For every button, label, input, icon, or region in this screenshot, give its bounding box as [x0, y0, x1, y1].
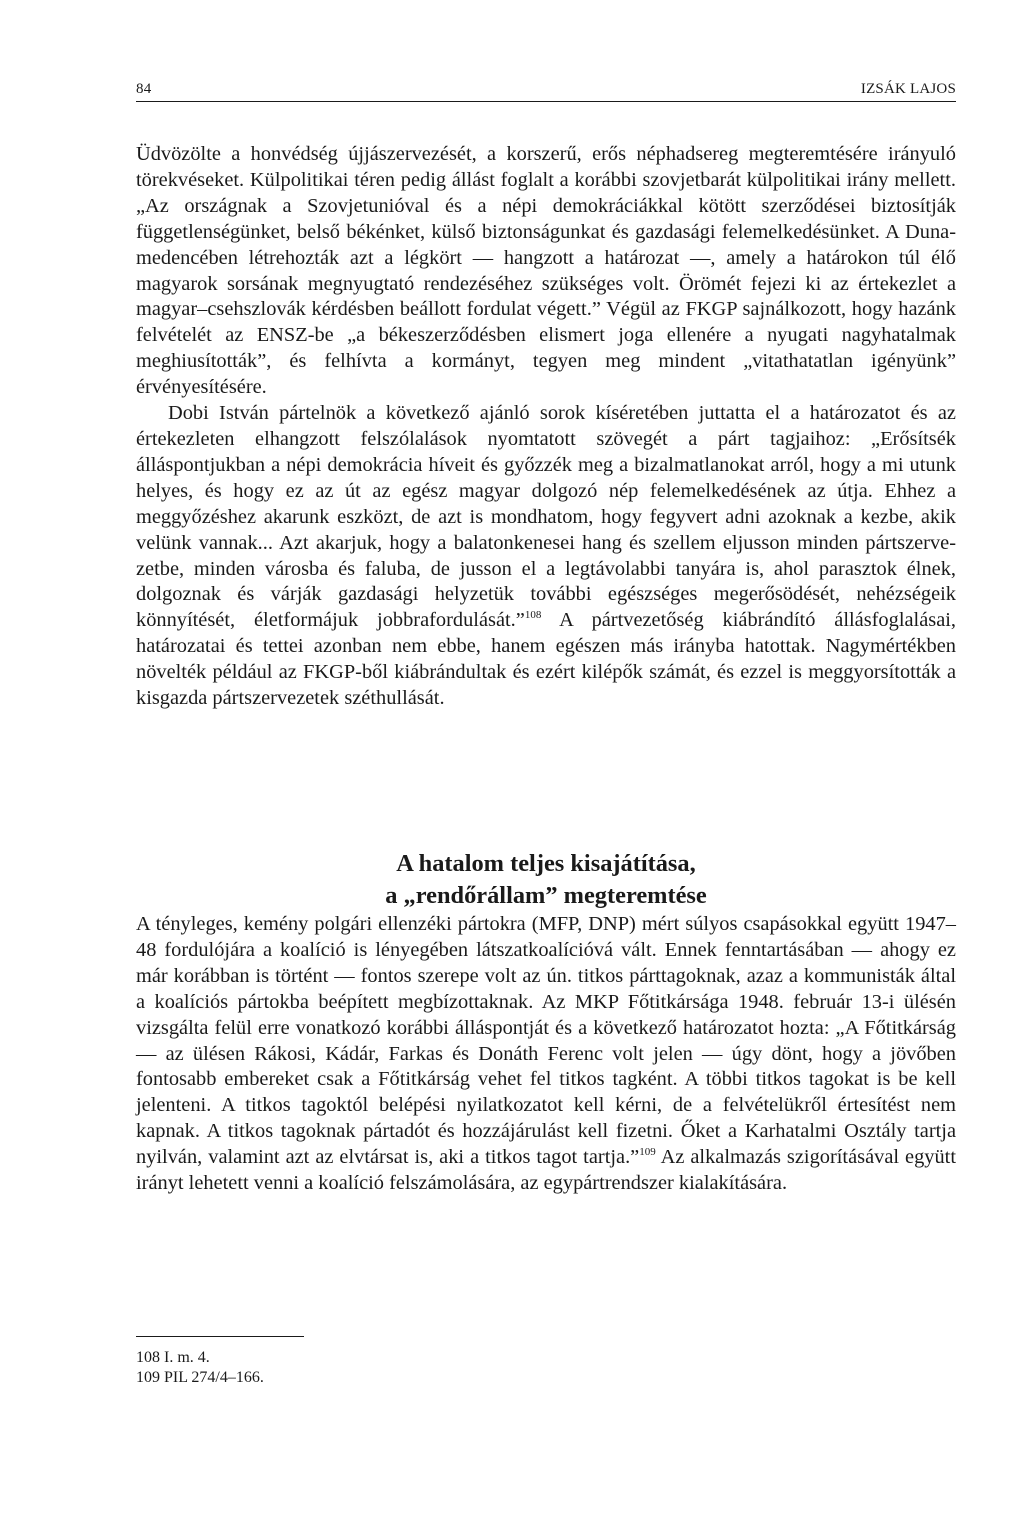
- section-one-text: [136, 142, 956, 712]
- footnote-ref-109[interactable]: 109: [639, 1146, 656, 1159]
- footnote-108: 108 I. m. 4.: [136, 1349, 210, 1366]
- paragraph: [136, 912, 956, 1197]
- running-title: IZSÁK LAJOS: [860, 81, 956, 97]
- footnote-109: 109 PIL 274/4–166.: [136, 1369, 264, 1386]
- running-header: [136, 74, 956, 98]
- paragraph-text: Dobi István pártelnök a következő ajánló sorok kíséretében juttatta el a határozatot és az értekezleten elhangzott felszólalások nyomtatott szövegét a párt tagjaihoz: „Erősítsék álláspontjukban a népi demokrácia híveit és győzzék meg a bizalmatlanokat arról, hogy a mi utunk helyes, és hogy ez az út az egész magyar dolgozó nép felemelkedésének az útja. Ehhez a meggyőzéshez akarunk eszközt, de azt is mondhatom, hogy fegyvert adni azoknak a kezbe, akik velünk vannak... Azt akarjuk, hogy a balatonkenesei hang és szellem eljusson minden pártszervezetbe, minden városba és faluba, de jusson el a legtávolabbi tanyára is, ahol parasztok élnek, dolgoznak és várják gazdasági helyzetük további egészséges megerősödését, nehézségeik könnyítését, életformájuk jobbrafordulását.”: [136, 402, 956, 632]
- paragraph-text: Az alkalmazás szigorításával együtt irányt lehetett venni a koalíció felszámolására, az egypártrendszer kialakítására.: [136, 1146, 956, 1195]
- section-two-text: [136, 912, 956, 1197]
- paragraph-text: A tényleges, kemény polgári ellenzéki pártokra (MFP, DNP) mért súlyos csapásokkal együtt 1947–48 fordulójára a koalíció is lényegében látszatkoalícióvá vált. Ennek fenntartásában — ahogy ez már korábban is történt — fontos szerepe volt az ún. titkos párttagoknak, azaz a kommunisták által a koalíciós pártokba beépített megbízottaknak. Az MKP Főtitkársága 1948. február 13-i ülésén vizsgálta felül erre vonatkozó korábbi álláspontját és a következő határozatot hozta: „A Főtitkárság — az ülésen Rákosi, Kádár, Farkas és Donáth Ferenc volt jelen — úgy dönt, hogy a jövőben fontosabb embereket csak a Főtitkárság vehet fel titkos tagként. A többi titkos tagokat is be kell jelenteni. A titkos tagoktól belépési nyilatkozatot kell kérni, de a felvételükről értesítést nem kapnak. A titkos tagoknak pártadót és hozzájárulást kell fizetni. Őket a Karhatalmi Osztály tartja nyilván, valamint azt az elvtársat is, aki a titkos tagot tartja.”: [136, 913, 956, 1169]
- paragraph: [136, 142, 956, 401]
- heading-line-1: A hatalom teljes kisajátítása,: [396, 850, 696, 877]
- paragraph: [136, 401, 956, 712]
- header-rule: [136, 101, 956, 102]
- page-number: 84: [136, 81, 152, 97]
- paragraph-text: A pártvezetőség kiábrándító állásfoglalásai, határozatai és tettei azonban nem ebbe, hanem egészen más irányba hatottak. Nagymértékben növelték például az FKGP-ből kiábrándultak és ezért kilépők számát, és ezzel is meggyorsították a kisgazda pártszervezetek széthullását.: [136, 609, 957, 710]
- heading-line-2: a „rendőrállam” megteremtése: [385, 882, 707, 909]
- paragraph-text: Üdvözölte a honvédség újjászervezését, a korszerű, erős néphadsereg megteremtésére irányuló törekvéseket. Külpolitikai téren pedig állást foglalt a korábbi szovjetbarát külpolitikai irány mellett. „Az országnak a Szovjetunióval és a népi demokráciákkal kötött szerződései biztosítják függetlenségünket, belső békénket, külső biztonságunkat és gazdasági felemelkedésünket. A Duna-medencében létrehozták azt a légkört — hangzott a határozat —, amely a határokon túl élő magyarok sorsának megnyugtató rendezéséhez szükséges volt. Örömét fejezi ki az értekezlet a magyar–csehszlovák kérdésben beállott fordulat végett.” Végül az FKGP sajnálkozott, hogy hazánk felvételét az ENSZ-be „a békeszerződésben elismert joga ellenére a nyugati nagyhatalmak meghiusították”, és felhívta a kormányt, tegyen meg mindent „vitathatatlan igényünk” érvényesítésére.: [136, 143, 956, 399]
- footnote-rule: [136, 1336, 304, 1337]
- footnotes: [136, 1348, 636, 1388]
- footnote-ref-108[interactable]: 108: [524, 609, 542, 622]
- section-heading: [136, 848, 956, 912]
